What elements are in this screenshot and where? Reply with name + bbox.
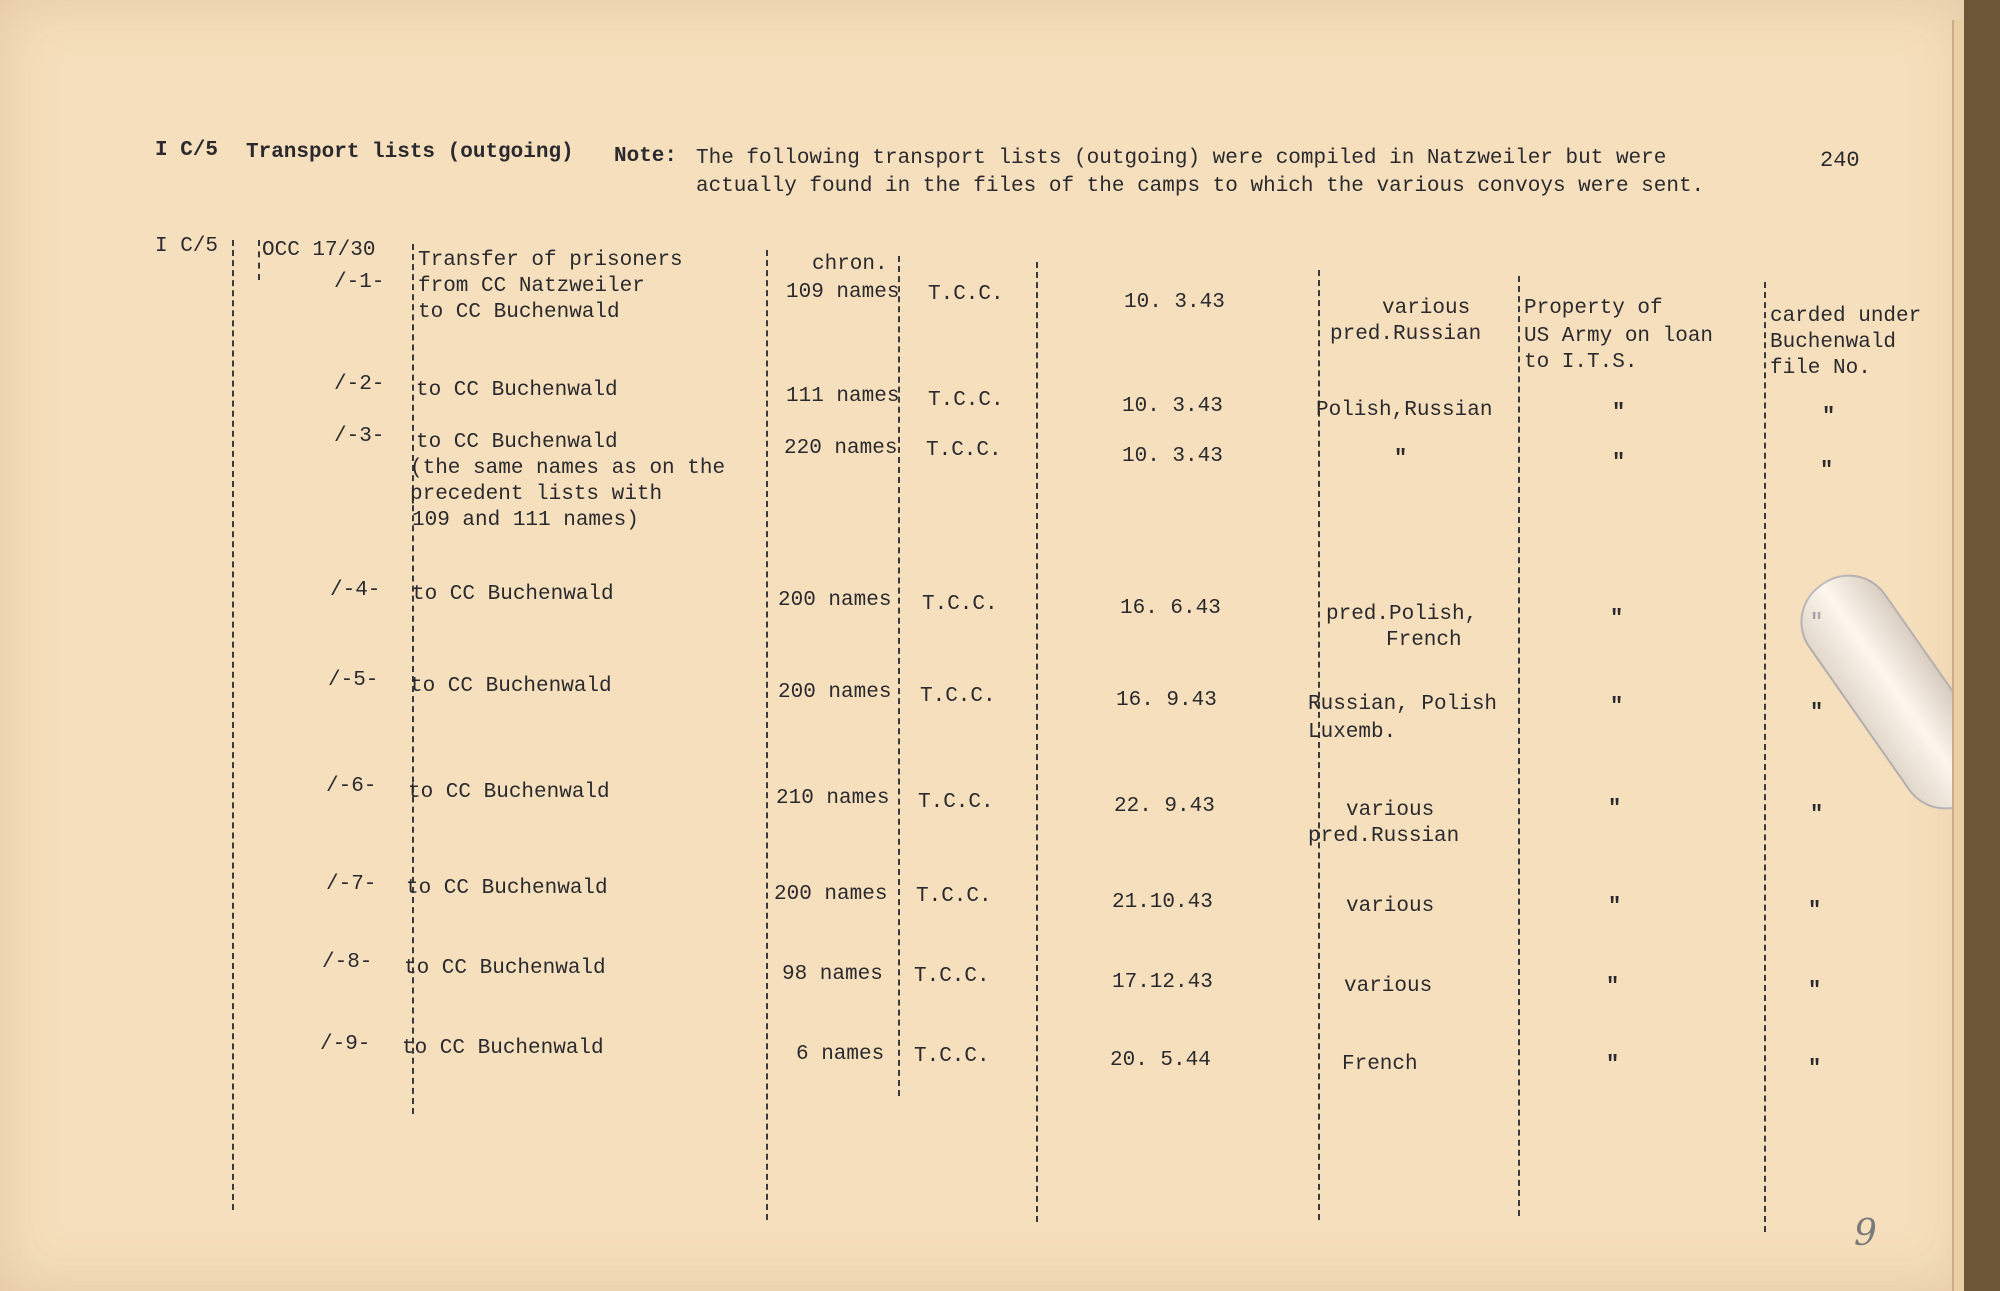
row-count: 220 names — [784, 437, 898, 460]
row-date: 16. 6.43 — [1120, 597, 1221, 620]
row-number: /-2- — [334, 373, 385, 396]
row-description: to CC Buchenwald — [404, 957, 606, 980]
row-description: to CC Buchenwald — [416, 431, 618, 454]
row-number: /-7- — [326, 873, 377, 896]
row-number: /-9- — [320, 1033, 371, 1056]
row-source: T.C.C. — [926, 439, 1002, 462]
row-source: T.C.C. — [918, 791, 994, 814]
row-carded: " — [1820, 458, 1834, 483]
row-source: T.C.C. — [914, 965, 990, 988]
row-property: " — [1612, 450, 1626, 475]
row-nationality: various — [1346, 895, 1435, 918]
property-note-line-1: Property of — [1524, 297, 1663, 320]
row-property: " — [1610, 694, 1624, 719]
row-property: " — [1606, 974, 1620, 999]
row-source: T.C.C. — [920, 685, 996, 708]
chron-label: chron. — [812, 253, 888, 276]
row-description: (the same names as on the — [410, 457, 726, 480]
column-rule — [232, 240, 234, 1210]
row-nationality: Luxemb. — [1308, 721, 1397, 744]
row-nationality: pred.Russian — [1308, 825, 1460, 848]
row-nationality: Russian, Polish — [1308, 693, 1498, 716]
property-note-line-2: US Army on loan — [1524, 325, 1714, 348]
row-description: from CC Natzweiler — [418, 275, 645, 298]
row-source: T.C.C. — [928, 389, 1004, 412]
row-carded: " — [1810, 802, 1824, 827]
row-date: 20. 5.44 — [1110, 1049, 1211, 1072]
row-nationality: various — [1344, 975, 1433, 998]
column-rule — [1036, 262, 1038, 1222]
row-number: /-5- — [328, 669, 379, 692]
row-count: 200 names — [778, 589, 892, 612]
carded-note-line-1: carded under — [1770, 305, 1922, 328]
page-stack-edge — [1952, 20, 1964, 1291]
row-property: " — [1612, 400, 1626, 425]
row-date: 10. 3.43 — [1122, 395, 1223, 418]
row-count: 111 names — [786, 385, 900, 408]
row-date: 22. 9.43 — [1114, 795, 1215, 818]
row-carded: " — [1808, 1056, 1822, 1081]
row-nationality: various — [1382, 297, 1471, 320]
row-carded: " — [1808, 898, 1822, 923]
header-title: Transport lists (outgoing) — [246, 141, 574, 164]
row-nationality: pred.Polish, — [1326, 603, 1478, 626]
note-line-2: actually found in the files of the camps to which the various convoys were sent. — [696, 175, 1705, 198]
row-carded: " — [1808, 978, 1822, 1003]
row-number: /-3- — [334, 425, 385, 448]
carded-note-line-2: Buchenwald — [1770, 331, 1897, 354]
row-description: to CC Buchenwald — [410, 675, 612, 698]
row-count: 98 names — [782, 963, 883, 986]
row-number: /-4- — [330, 579, 381, 602]
row-source: T.C.C. — [916, 885, 992, 908]
property-note-line-3: to I.T.S. — [1524, 351, 1638, 374]
row-nationality: pred.Russian — [1330, 323, 1482, 346]
page-number: 240 — [1820, 148, 1860, 173]
row-number: /-8- — [322, 951, 373, 974]
row-carded: " — [1810, 700, 1824, 725]
row-count: 109 names — [786, 281, 900, 304]
row-number: /-1- — [334, 271, 385, 294]
row-description: to CC Buchenwald — [416, 379, 618, 402]
row-property: " — [1610, 606, 1624, 631]
row-description: to CC Buchenwald — [418, 301, 620, 324]
row-count: 200 names — [778, 681, 892, 704]
row-source: T.C.C. — [922, 593, 998, 616]
row-property: " — [1606, 1052, 1620, 1077]
row-source: T.C.C. — [914, 1045, 990, 1068]
row-description: Transfer of prisoners — [418, 249, 683, 272]
row-nationality: French — [1386, 629, 1462, 652]
column-rule — [898, 256, 900, 1096]
row-description: 109 and 111 names) — [412, 509, 639, 532]
column-rule — [258, 240, 260, 280]
binder-edge — [1964, 0, 2000, 1291]
note-label: Note: — [614, 145, 678, 168]
column-rule — [1518, 276, 1520, 1216]
row-date: 10. 3.43 — [1124, 291, 1225, 314]
row-description: to CC Buchenwald — [412, 583, 614, 606]
row-count: 210 names — [776, 787, 890, 810]
pencil-mark: 9 — [1854, 1213, 1877, 1254]
row-date: 10. 3.43 — [1122, 445, 1223, 468]
header-code: I C/5 — [155, 139, 219, 162]
carded-note-line-3: file No. — [1770, 357, 1871, 380]
row-nationality: French — [1342, 1053, 1418, 1076]
column-rule — [766, 250, 768, 1220]
row-number: /-6- — [326, 775, 377, 798]
row-count: 200 names — [774, 883, 888, 906]
row-date: 16. 9.43 — [1116, 689, 1217, 712]
entry-code: I C/5 — [155, 235, 219, 258]
row-property: " — [1608, 894, 1622, 919]
row-nationality: various — [1346, 799, 1435, 822]
row-nationality: " — [1394, 446, 1408, 471]
row-nationality: Polish,Russian — [1316, 399, 1493, 422]
row-date: 17.12.43 — [1112, 971, 1213, 994]
row-description: to CC Buchenwald — [406, 877, 608, 900]
row-description: precedent lists with — [410, 483, 663, 506]
file-number: OCC 17/30 — [262, 239, 376, 262]
row-property: " — [1608, 796, 1622, 821]
row-description: to CC Buchenwald — [408, 781, 610, 804]
column-rule — [1764, 282, 1766, 1232]
row-description: to CC Buchenwald — [402, 1037, 604, 1060]
row-date: 21.10.43 — [1112, 891, 1213, 914]
row-carded: " — [1822, 404, 1836, 429]
row-count: 6 names — [796, 1043, 885, 1066]
note-line-1: The following transport lists (outgoing) were compiled in Natzweiler but were — [696, 147, 1667, 170]
row-source: T.C.C. — [928, 283, 1004, 306]
